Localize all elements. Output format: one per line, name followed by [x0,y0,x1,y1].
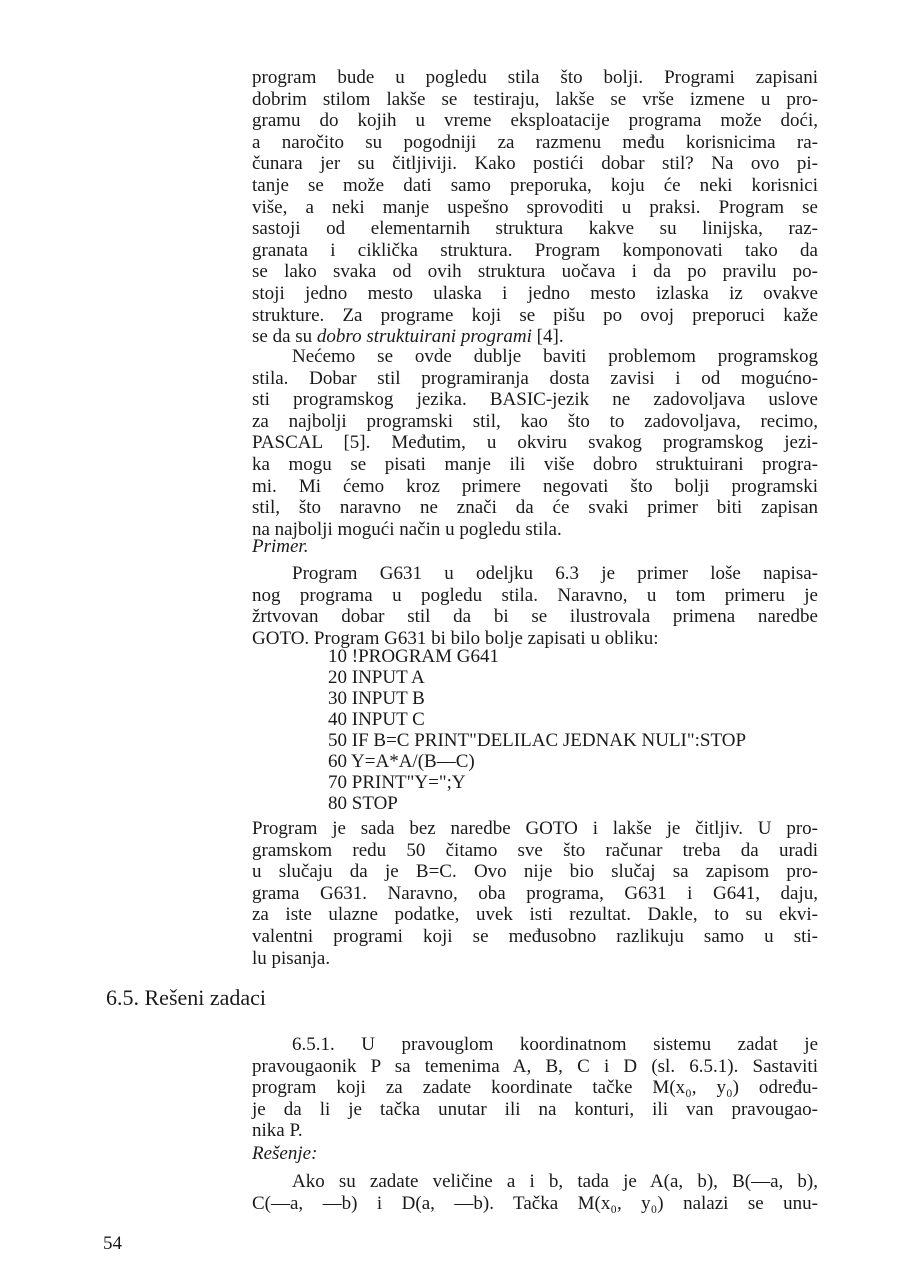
code-line: 40 INPUT C [328,709,425,730]
text-line: dobrim stilom lakše se testiraju, lakše se vrše izmene u pro- [252,88,818,110]
text-line: sti programskog jezika. BASIC-jezik ne zadovoljava uslove [252,389,818,411]
text-line: gramskom redu 50 čitamo sve što računar treba da uradi [252,839,818,861]
text-line: strukture. Za programe koji se pišu po ovoj preporuci kaže [252,304,818,326]
code-listing [328,646,746,814]
text-line: pravougaonik P sa temenima A, B, C i D (sl. 6.5.1). Sastaviti [252,1055,818,1077]
task-paragraph [252,1034,818,1142]
text-line: na najbolji mogući način u pogledu stila. [252,518,562,540]
text-line: za iste ulazne podatke, uvek isti rezultat. Dakle, to su ekvi- [252,904,818,926]
solution-paragraph [252,1171,818,1214]
text-line: grama G631. Naravno, oba programa, G631 i G641, daju, [252,882,818,904]
code-line: 70 PRINT"Y=";Y [328,772,466,793]
code-line: 50 IF B=C PRINT"DELILAC JEDNAK NULI":STOP [328,730,747,751]
text-line: C(—a, —b) i D(a, —b). Tačka M(x₀, y₀) nalazi se unu- [252,1192,818,1214]
citation: [4]. [531,326,564,348]
text-line: za najbolji programski stil, kao što to zadovoljava, recimo, [252,410,818,432]
code-line: 80 STOP [328,793,398,814]
text-line: sastoji od elementarnih struktura kakve su linijska, raz- [252,218,818,240]
text-line: program bude u pogledu stila što bolji. Programi zapisani [252,67,818,88]
text-line: nika P. [252,1120,303,1142]
text-line: Program G631 u odeljku 6.3 je primer loše napisa- [292,563,818,584]
text-line: čunara jer su čitljiviji. Kako postići dobar stil? Na ovo pi- [252,153,818,175]
text-line: tanje se može dati samo preporuka, koju će neki korisnici [252,174,818,196]
text-line: Ako su zadate veličine a i b, tada je A(a, b), B(—a, b), [292,1171,818,1192]
primer-paragraph [252,563,818,649]
code-line: 30 INPUT B [328,688,425,709]
text-line: nog programa u pogledu stila. Naravno, u tom primeru je [252,584,818,606]
text-line: stoji jedno mesto ulaska i jedno mesto izlaska iz ovakve [252,282,818,304]
intro-paragraph [252,67,818,348]
text-line: program koji za zadate koordinate tačke M(x₀, y₀) određu- [252,1077,818,1099]
text-line: GOTO. Program G631 bi bilo bolje zapisati u obliku: [252,627,659,649]
text-line [252,326,818,348]
text-line: Nećemo se ovde dublje baviti problemom programskog [292,346,818,367]
text-line: ka mogu se pisati manje ili više dobro struktuirani progra- [252,453,818,475]
style-paragraph [252,346,818,540]
primer-label: Primer. [252,536,309,557]
text-line: se lako svaka od ovih struktura uočava i da po pravilu po- [252,261,818,283]
text-line: je da li je tačka unutar ili na konturi, ili van pravougao- [252,1098,818,1120]
text-line: više, a neki manje uspešno sprovoditi u praksi. Program se [252,196,818,218]
text-line: 6.5.1. U pravouglom koordinatnom sistemu zadat je [292,1034,818,1055]
text-line: mi. Mi ćemo kroz primere negovati što bolji programski [252,475,818,497]
section-heading: 6.5. Rešeni zadaci [106,985,267,1010]
code-line: 20 INPUT A [328,667,425,688]
code-line: 10 !PROGRAM G641 [328,646,500,667]
after-code-paragraph [252,818,818,969]
code-line: 60 Y=A*A/(B—C) [328,751,475,772]
text-line: Program je sada bez naredbe GOTO i lakše je čitljiv. U pro- [252,818,818,839]
italic-term: dobro struktuirani programi [316,326,532,348]
text-line: lu pisanja. [252,947,331,969]
text-line: stila. Dobar stil programiranja dosta zavisi i od mogućno- [252,367,818,389]
text-line: stil, što naravno ne znači da će svaki primer biti zapisan [252,497,818,519]
text-fragment: se da su [252,326,317,348]
text-line: gramu do kojih u vreme eksploatacije programa može doći, [252,110,818,132]
text-line: a naročito su pogodniji za razmenu među korisnicima ra- [252,131,818,153]
text-line: PASCAL [5]. Međutim, u okviru svakog programskog jezi- [252,432,818,454]
text-line: u slučaju da je B=C. Ovo nije bio slučaj sa zapisom pro- [252,861,818,883]
page-number: 54 [103,1233,122,1254]
text-line: granata i ciklička struktura. Program komponovati tako da [252,239,818,261]
text-line: žrtvovan dobar stil da bi se ilustrovala primena naredbe [252,606,818,628]
solution-label: Rešenje: [252,1143,318,1164]
text-line: valentni programi koji se međusobno razlikuju samo u sti- [252,925,818,947]
